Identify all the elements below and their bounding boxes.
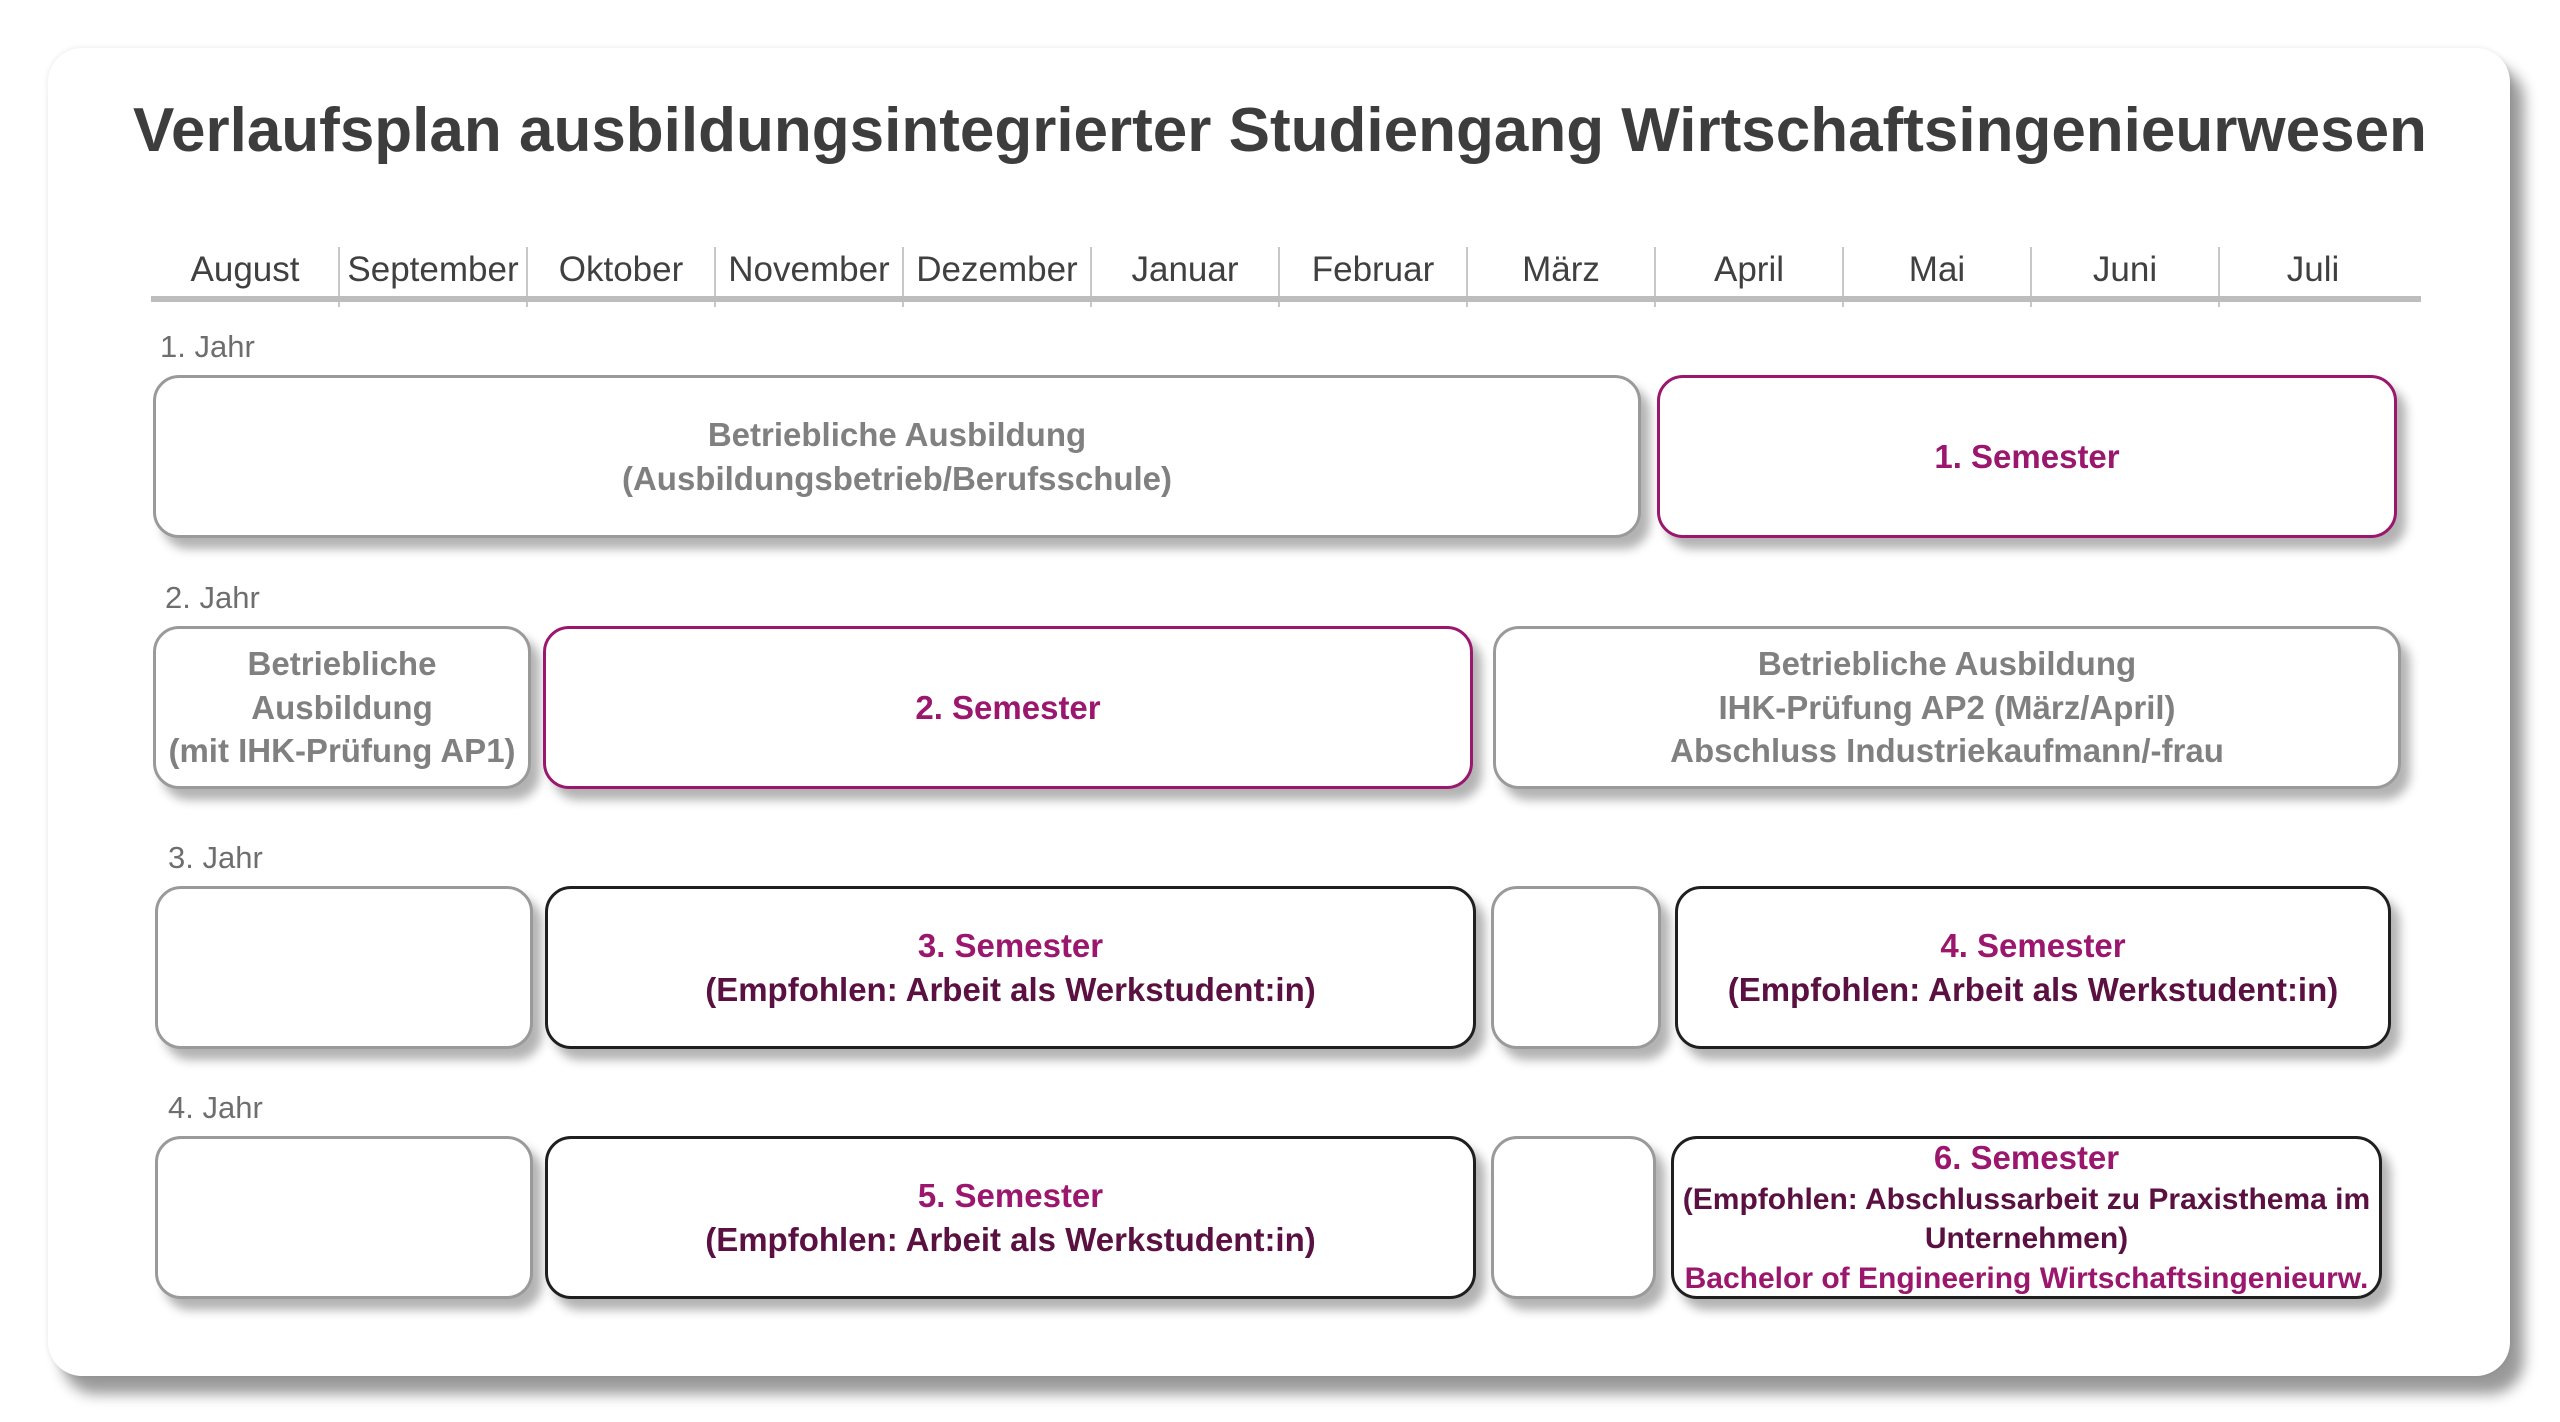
- box-line: Betriebliche Ausbildung: [247, 644, 437, 726]
- box-line: 6. Semester: [1933, 1139, 2120, 1177]
- month-dezember: Dezember: [916, 250, 1078, 289]
- month-januar: Januar: [1131, 250, 1239, 289]
- month-juli: Juli: [2286, 250, 2340, 289]
- box-line: Bachelor of Engineering Wirtschaftsingenieurw.: [1684, 1262, 2369, 1296]
- year-label-1: 1. Jahr: [160, 329, 255, 364]
- month-juni: Juni: [2092, 250, 2158, 289]
- month-april: April: [1713, 250, 1785, 289]
- box-line: 2. Semester: [915, 688, 1101, 726]
- box-year1-ausbildung: [153, 375, 1641, 538]
- box-year3-empty-left: [155, 886, 533, 1049]
- box-semester-4: [1675, 886, 2391, 1049]
- box-year3-empty-middle: [1491, 886, 1661, 1049]
- year-label-3: 3. Jahr: [168, 840, 263, 875]
- box-line: Unternehmen): [1924, 1222, 2129, 1256]
- month-september: September: [347, 250, 519, 289]
- box-line: 5. Semester: [917, 1176, 1104, 1214]
- box-line: 3. Semester: [917, 926, 1104, 964]
- year-label-2: 2. Jahr: [165, 580, 260, 615]
- box-line: 4. Semester: [1940, 926, 2126, 964]
- box-line: (Ausbildungsbetrieb/Berufsschule): [621, 459, 1173, 497]
- box-year4-empty-left: [155, 1136, 533, 1299]
- box-year2-ausbildung-ap2: [1493, 626, 2401, 789]
- box-semester-5: [545, 1136, 1476, 1299]
- month-november: November: [728, 250, 890, 289]
- timeline-axis: [151, 296, 2421, 302]
- box-line: Betriebliche Ausbildung: [1757, 644, 2137, 682]
- box-line: (Empfohlen: Arbeit als Werkstudent:in): [705, 970, 1316, 1008]
- diagram-title: Verlaufsplan ausbildungsintegrierter Studiengang Wirtschaftsingenieurwesen: [133, 96, 2427, 165]
- month-mai: Mai: [1908, 250, 1966, 289]
- box-year4-empty-middle: [1491, 1136, 1656, 1299]
- box-line: Betriebliche Ausbildung: [707, 415, 1087, 453]
- box-line: 1. Semester: [1934, 437, 2120, 475]
- month-februar: Februar: [1311, 250, 1435, 289]
- box-semester-2: [543, 626, 1473, 789]
- box-line: (Empfohlen: Arbeit als Werkstudent:in): [705, 1220, 1316, 1258]
- box-semester-6: [1671, 1136, 2382, 1299]
- box-line: Abschluss Industriekaufmann/-frau: [1670, 732, 2224, 770]
- box-line: (mit IHK-Prüfung AP1): [168, 732, 516, 770]
- box-line: IHK-Prüfung AP2 (März/April): [1718, 688, 2176, 726]
- month-august: August: [190, 250, 300, 289]
- month-oktober: Oktober: [558, 250, 684, 289]
- box-line: (Empfohlen: Abschlussarbeit zu Praxisthema im: [1682, 1182, 2371, 1216]
- year-label-4: 4. Jahr: [168, 1090, 263, 1125]
- box-semester-3: [545, 886, 1476, 1049]
- box-line: (Empfohlen: Arbeit als Werkstudent:in): [1727, 970, 2339, 1008]
- month-maerz: März: [1522, 250, 1600, 289]
- box-semester-1: [1657, 375, 2397, 538]
- box-year2-ausbildung-ap1: [153, 626, 531, 789]
